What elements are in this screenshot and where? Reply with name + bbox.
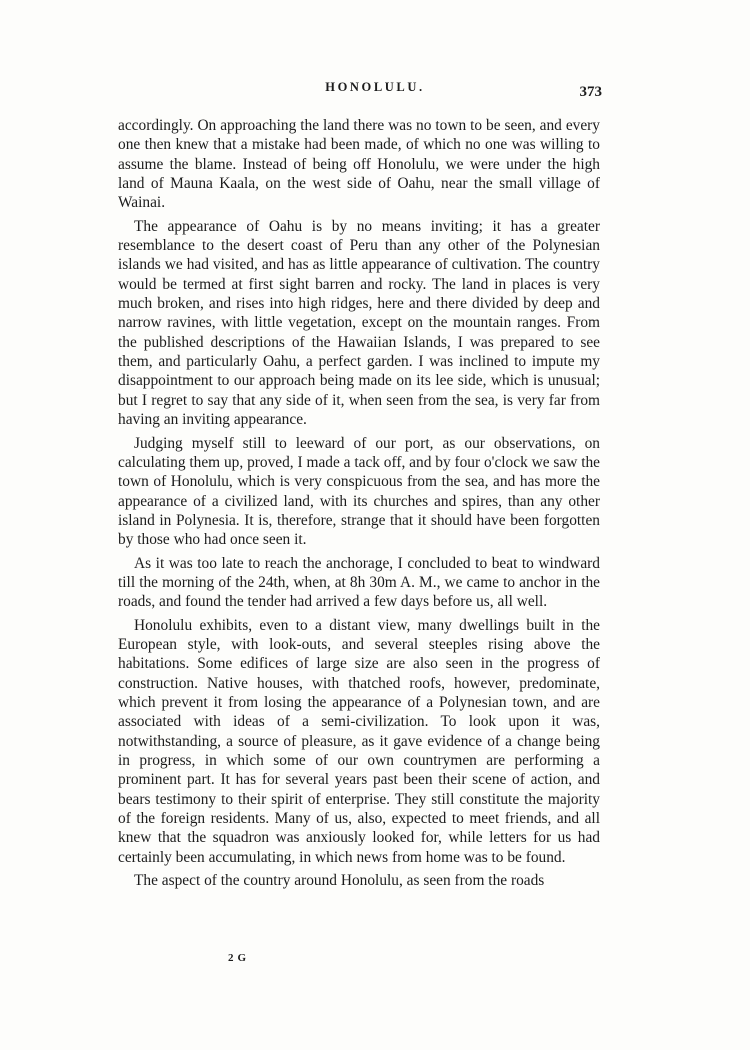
paragraph-3: Judging myself still to leeward of our port, as our observations, on calculating them up, proved, I made a tack off, and by four o'clock we saw the town of Honolulu, which is very conspicuous from the sea, and has more the appearance of a civilized land, with its churches and spires, than any other island in Polynesia. It is, therefore, strange that it should have been forgotten by those who had once seen it. [118,434,600,549]
page-number: 373 [579,84,602,100]
paragraph-1: accordingly. On approaching the land there was no town to be seen, and every one then knew that a mistake had been made, of which no one was willing to assume the blame. Instead of being off Honolulu, we were under the high land of Mauna Kaala, on the west side of Oahu, near the small village of Wainai. [118,117,600,212]
running-title: HONOLULU. [325,80,425,94]
paragraph-2: The appearance of Oahu is by no means inviting; it has a greater resemblance to the desert coast of Peru than any other of the Polynesian islands we had visited, and has as little appearance of cultivation. The country would be termed at first sight barren and rocky. The land in places is very much broken, and rises into high ridges, here and there divided by deep and narrow ravines, with little vegetation, except on the mountain ranges. From the published descriptions of the Hawaiian Islands, I was prepared to see them, and particularly Oahu, a perfect garden. I was inclined to impute my disappointment to our approach being made on its lee side, which is unusual; but I regret to say that any side of it, when seen from the sea, is very far from having an inviting appearance. [118,217,600,429]
running-head [0,80,750,104]
paragraph-6: The aspect of the country around Honolulu, as seen from the roads [134,872,545,890]
paragraph-4: As it was too late to reach the anchorage, I concluded to beat to windward till the morning of the 24th, when, at 8h 30m A. M., we came to anchor in the roads, and found the tender had arrived a few days before us, all well. [118,554,600,611]
body-text [118,116,600,890]
paragraph-5: Honolulu exhibits, even to a distant view, many dwellings built in the European style, with look-outs, and several steeples rising above the habitations. Some edifices of large size are also seen in the progress of construction. Native houses, with thatched roofs, however, predominate, which prevent it from losing the appearance of a Polynesian town, and are associated with ideas of a semi-civilization. To look upon it was, notwithstanding, a source of pleasure, as it gave evidence of a change being in progress, in which some of our own countrymen are performing a prominent part. It has for several years past been their scene of action, and bears testimony to their spirit of enterprise. They still constitute the majority of the foreign residents. Many of us, also, expected to meet friends, and all knew that the squadron was anxiously looked for, while letters for us had certainly been accumulating, in which news from home was to be found. [118,616,600,866]
signature-mark: 2 G [228,952,247,964]
